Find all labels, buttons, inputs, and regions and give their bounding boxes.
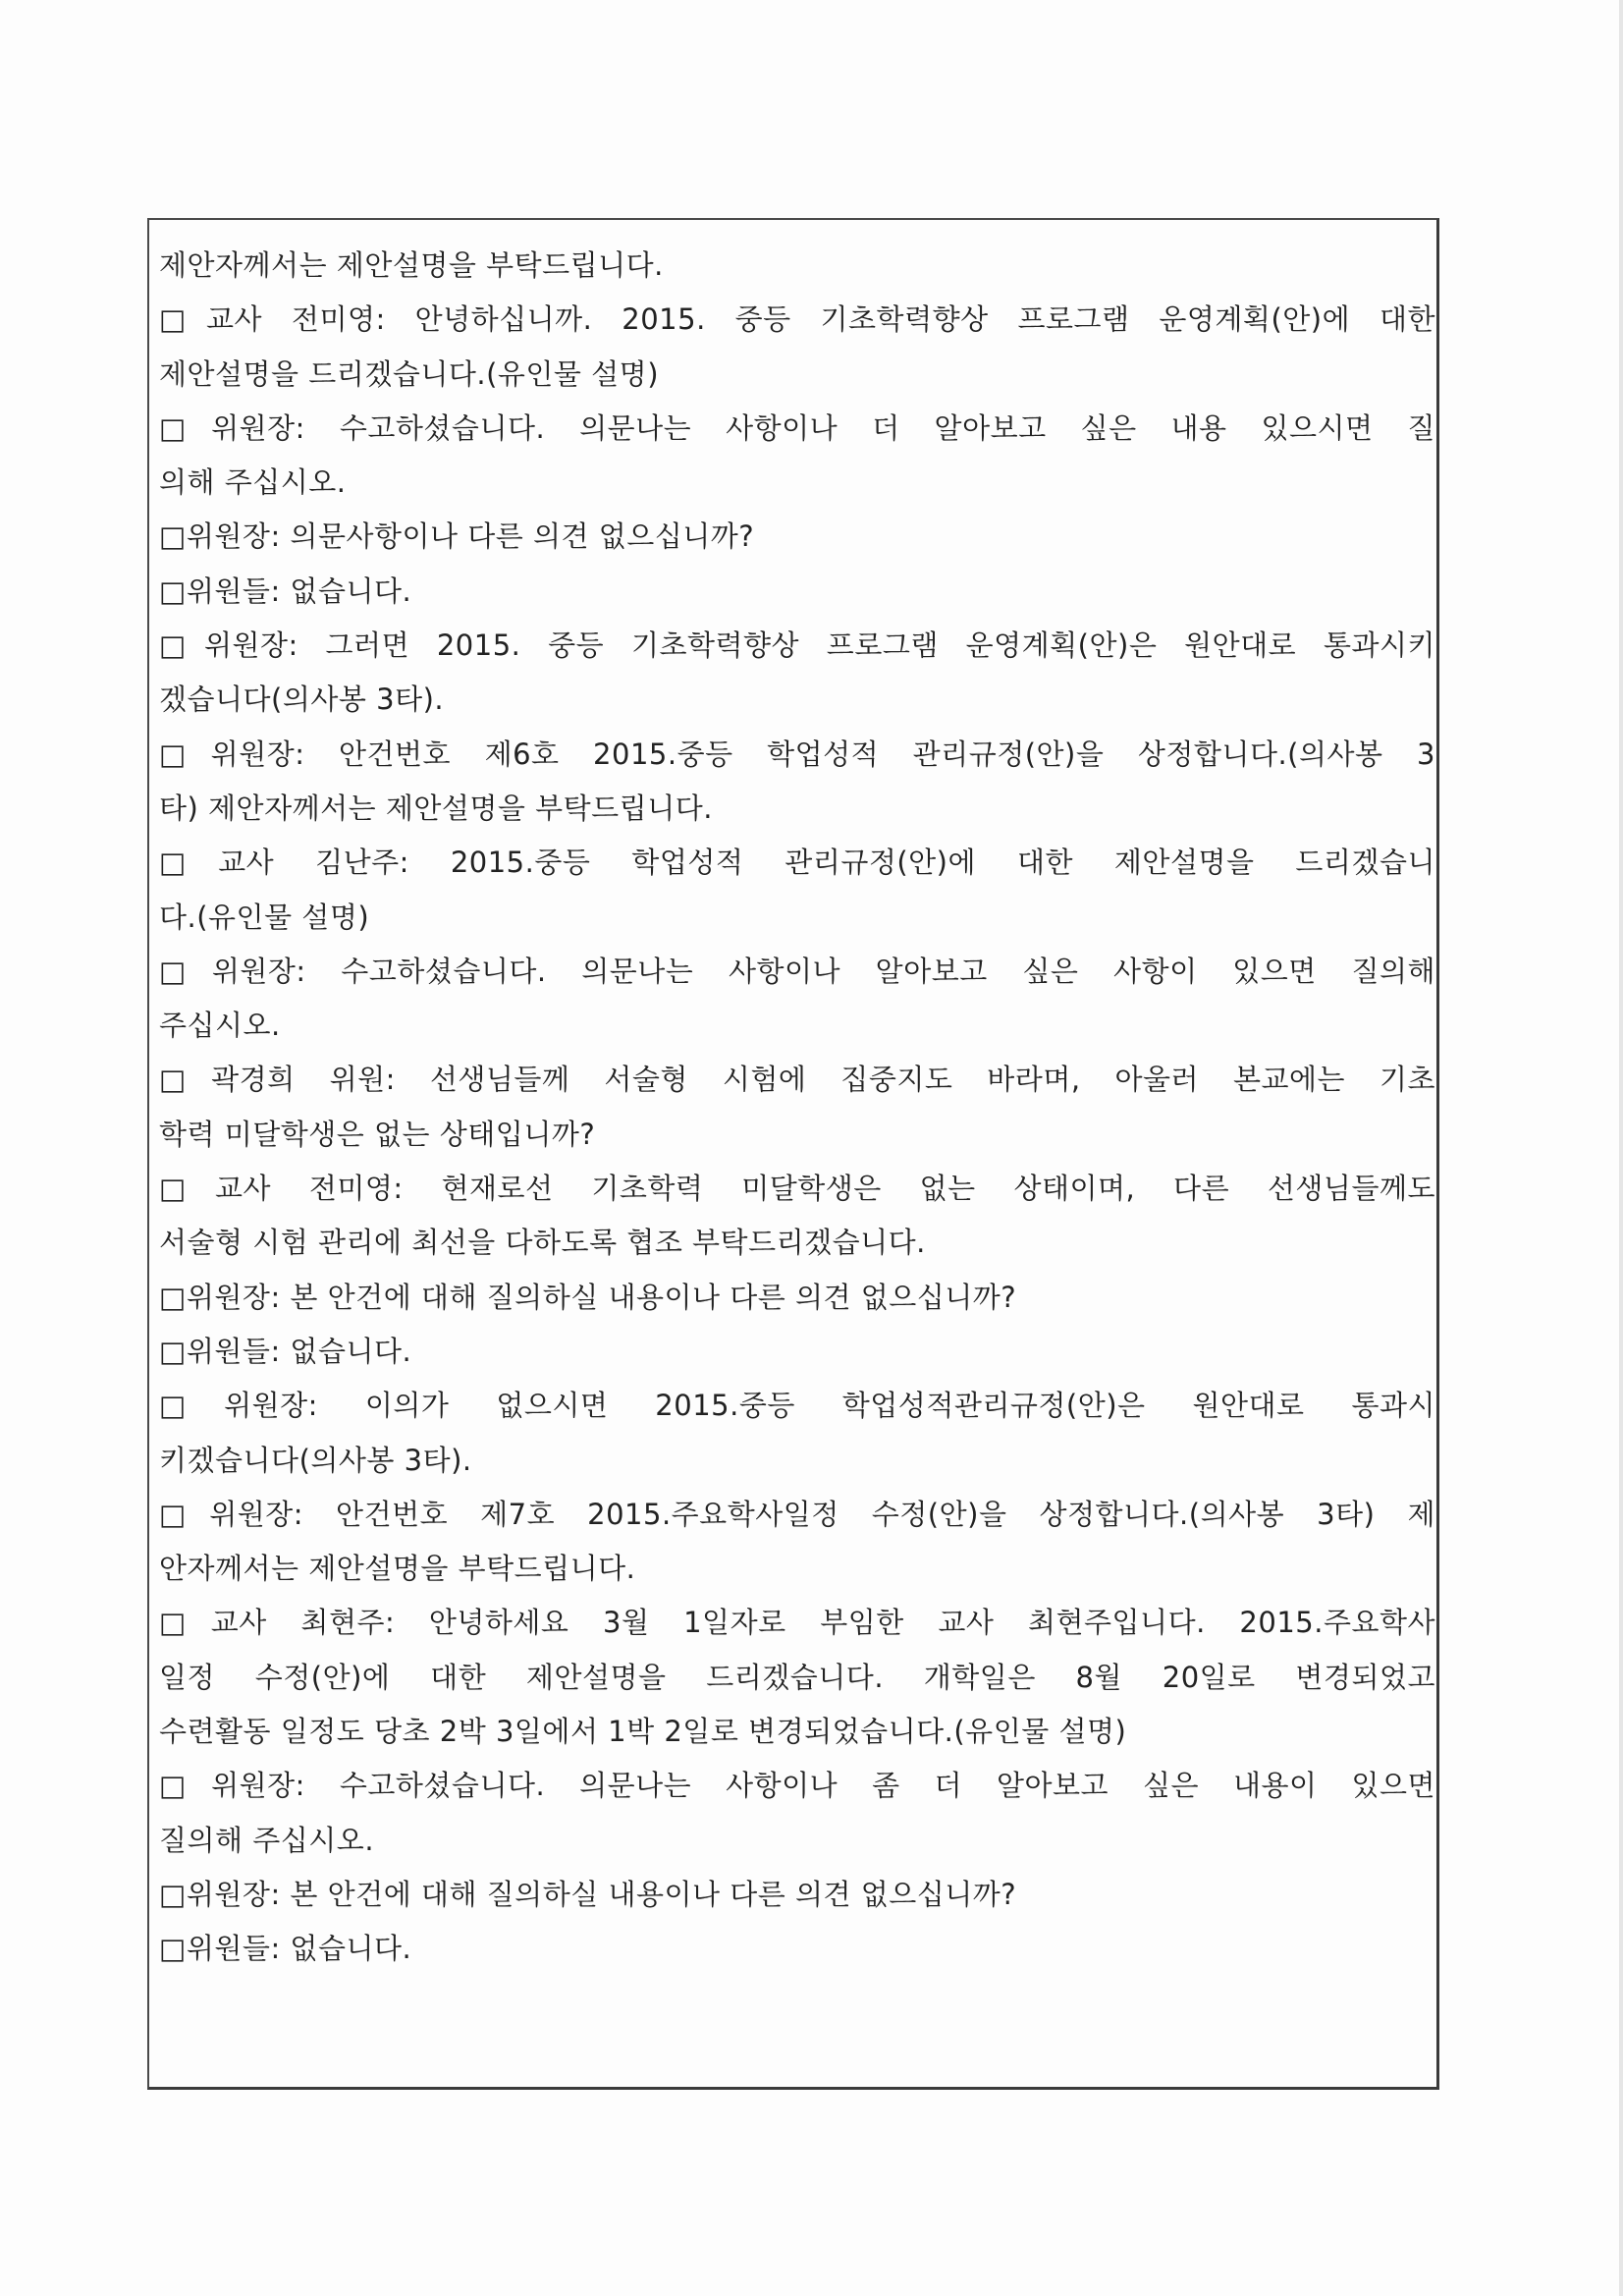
minutes-line: □위원들: 없습니다. (159, 1334, 412, 1368)
scan-edge (1619, 0, 1623, 2296)
minutes-line: □위원장: 수고하셨습니다. 의문나는 사항이나 좀 더 알아보고 싶은 내용이 있으면 (159, 1769, 1435, 1803)
minutes-line: □위원장: 수고하셨습니다. 의문나는 사항이나 더 알아보고 싶은 내용 있으시면 질 (159, 410, 1435, 445)
minutes-line: 제안자께서는 제안설명을 부탁드립니다. (159, 248, 664, 282)
minutes-line: 키겠습니다(의사봉 3타). (159, 1443, 472, 1477)
minutes-line: 주십시오. (159, 1009, 281, 1043)
minutes-line: □교사 전미영: 안녕하십니까. 2015. 중등 기초학력향상 프로그램 운영계획(안)에 대한 (159, 302, 1435, 337)
minutes-line: □위원장: 안건번호 제7호 2015.주요학사일정 수정(안)을 상정합니다.(의사봉 3타) 제 (159, 1497, 1435, 1531)
minutes-text (159, 246, 1435, 1984)
minutes-line: 질의해 주십시오. (159, 1823, 375, 1857)
minutes-line: □위원장: 안건번호 제6호 2015.중등 학업성적 관리규정(안)을 상정합니다.(의사봉 3 (159, 737, 1435, 771)
minutes-line: 서술형 시험 관리에 최선을 다하도록 협조 부탁드리겠습니다. (159, 1226, 926, 1260)
minutes-line: 타) 제안자께서는 제안설명을 부탁드립니다. (159, 791, 713, 825)
minutes-line: □위원장: 이의가 없으시면 2015.중등 학업성적관리규정(안)은 원안대로 통과시 (159, 1389, 1435, 1423)
minutes-line: 겠습니다(의사봉 3타). (159, 683, 445, 717)
minutes-line: □위원장: 본 안건에 대해 질의하실 내용이나 다른 의견 없으십니까? (159, 1280, 1017, 1314)
minutes-line: 일정 수정(안)에 대한 제안설명을 드리겠습니다. 개학일은 8월 20일로 변경되었고 (159, 1660, 1435, 1694)
minutes-line: □위원장: 의문사항이나 다른 의견 없으십니까? (159, 519, 755, 554)
minutes-line: □교사 김난주: 2015.중등 학업성적 관리규정(안)에 대한 제안설명을 드리겠습니 (159, 846, 1435, 880)
minutes-line: □위원들: 없습니다. (159, 1932, 412, 1966)
minutes-line: 다.(유인물 설명) (159, 900, 370, 934)
minutes-line: □곽경희 위원: 선생님들께 서술형 시험에 집중지도 바라며, 아울러 본교에는 기초 (159, 1063, 1435, 1097)
minutes-line: 안자께서는 제안설명을 부탁드립니다. (159, 1552, 636, 1586)
minutes-line: □위원장: 본 안건에 대해 질의하실 내용이나 다른 의견 없으십니까? (159, 1877, 1017, 1911)
minutes-line: □위원장: 그러면 2015. 중등 기초학력향상 프로그램 운영계획(안)은 원안대로 통과시키 (159, 629, 1435, 663)
minutes-line: □교사 최현주: 안녕하세요 3월 1일자로 부임한 교사 최현주입니다. 2015.주요학사 (159, 1606, 1435, 1640)
minutes-line: □위원들: 없습니다. (159, 574, 412, 608)
minutes-line: 수련활동 일정도 당초 2박 3일에서 1박 2일로 변경되었습니다.(유인물 설명) (159, 1715, 1127, 1749)
minutes-line: 제안설명을 드리겠습니다.(유인물 설명) (159, 356, 660, 391)
minutes-line: 학력 미달학생은 없는 상태입니까? (159, 1117, 596, 1151)
minutes-line: 의해 주십시오. (159, 465, 347, 500)
minutes-line: □위원장: 수고하셨습니다. 의문나는 사항이나 알아보고 싶은 사항이 있으면 질의해 (159, 954, 1435, 988)
minutes-line: □교사 전미영: 현재로선 기초학력 미달학생은 없는 상태이며, 다른 선생님들께도 (159, 1172, 1435, 1206)
